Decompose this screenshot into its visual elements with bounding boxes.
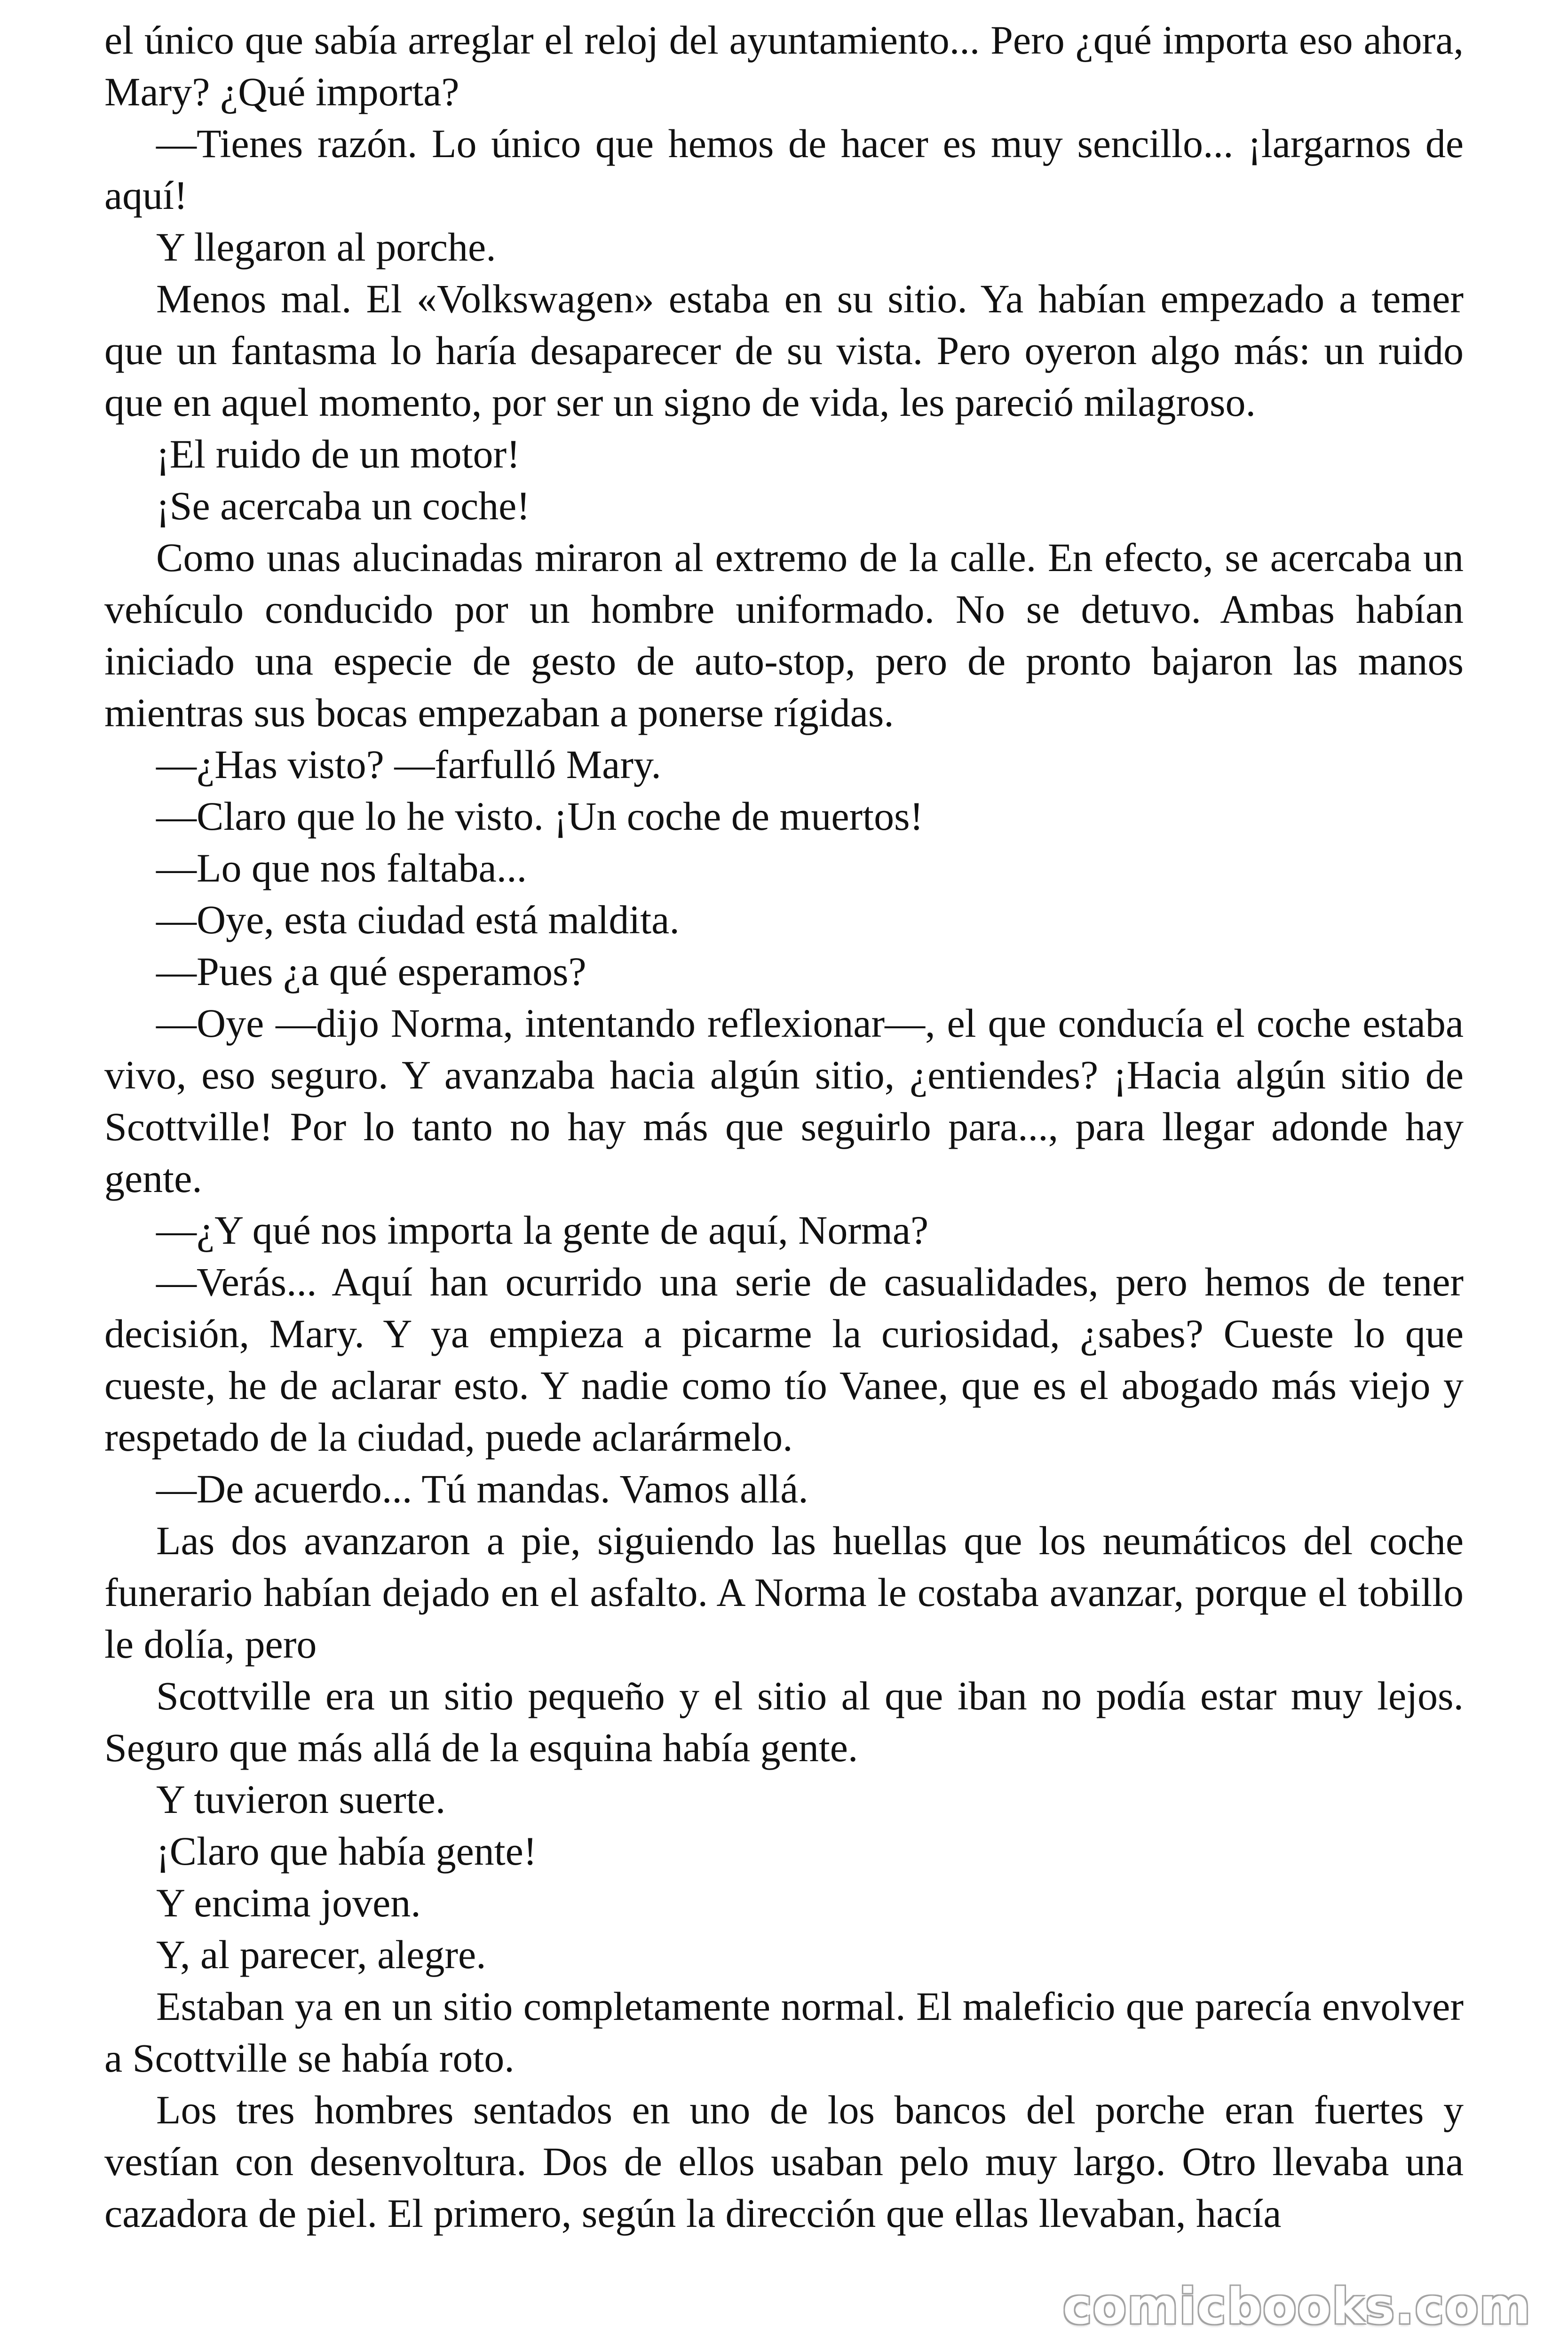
paragraph: Estaban ya en un sitio completamente normal. El maleficio que parecía envolver a Scottville se había roto. [104,1984,1464,2081]
paragraph: —Pues ¿a qué esperamos? [156,949,586,994]
watermark: comicbooks.com [1062,2278,1531,2335]
paragraph: ¡Claro que había gente! [156,1828,537,1874]
paragraph: Scottville era un sitio pequeño y el sitio al que iban no podía estar muy lejos. Seguro que más allá de la esquina había gente. [104,1673,1464,1770]
paragraph: —De acuerdo... Tú mandas. Vamos allá. [156,1466,808,1511]
paragraph: Menos mal. El «Volkswagen» estaba en su sitio. Ya habían empezado a temer que un fantasma lo haría desaparecer de su vista. Pero oyeron algo más: un ruido que en aquel momento, por ser un signo de vida, les pareció milagroso. [104,276,1464,425]
paragraph: —Lo que nos faltaba... [156,845,527,890]
paragraph: ¡El ruido de un motor! [156,431,520,477]
paragraph: —Oye, esta ciudad está maldita. [156,897,680,942]
paragraph: ¡Se acercaba un coche! [156,483,530,528]
body-text [104,14,1464,2239]
paragraph: Y, al parecer, alegre. [156,1932,486,1977]
paragraph: el único que sabía arreglar el reloj del ayuntamiento... Pero ¿qué importa eso ahora, Mary? ¿Qué importa? [104,17,1464,114]
paragraph: Como unas alucinadas miraron al extremo de la calle. En efecto, se acercaba un vehículo conducido por un hombre uniformado. No se detuvo. Ambas habían iniciado una especie de gesto de auto-stop, pero de pronto bajaron las manos mientras sus bocas empezaban a ponerse rígidas. [104,535,1464,735]
paragraph: —Claro que lo he visto. ¡Un coche de muertos! [156,794,924,839]
paragraph: Y encima joven. [156,1880,421,1925]
paragraph: —Oye —dijo Norma, intentando reflexionar—, el que conducía el coche estaba vivo, eso seguro. Y avanzaba hacia algún sitio, ¿entiendes? ¡Hacia algún sitio de Scottville! Por lo tanto no hay más que seguirlo para..., para llegar adonde hay gente. [104,1001,1464,1201]
paragraph: Y tuvieron suerte. [156,1777,446,1822]
paragraph: Las dos avanzaron a pie, siguiendo las huellas que los neumáticos del coche funerario habían dejado en el asfalto. A Norma le costaba avanzar, porque el tobillo le dolía, pero [104,1518,1464,1667]
paragraph: —Verás... Aquí han ocurrido una serie de casualidades, pero hemos de tener decisión, Mary. Y ya empieza a picarme la curiosidad, ¿sabes? Cueste lo que cueste, he de aclarar esto. Y nadie como tío Vanee, que es el abogado más viejo y respetado de la ciudad, puede aclarármelo. [104,1259,1464,1460]
paragraph: —¿Y qué nos importa la gente de aquí, Norma? [156,1208,929,1253]
paragraph: Y llegaron al porche. [156,224,496,270]
paragraph: —Tienes razón. Lo único que hemos de hacer es muy sencillo... ¡largarnos de aquí! [104,121,1464,218]
paragraph: —¿Has visto? —farfulló Mary. [156,742,661,787]
paragraph: Los tres hombres sentados en uno de los bancos del porche eran fuertes y vestían con desenvoltura. Dos de ellos usaban pelo muy largo. Otro llevaba una cazadora de piel. El primero, según la dirección que ellas llevaban, hacía [104,2087,1464,2236]
